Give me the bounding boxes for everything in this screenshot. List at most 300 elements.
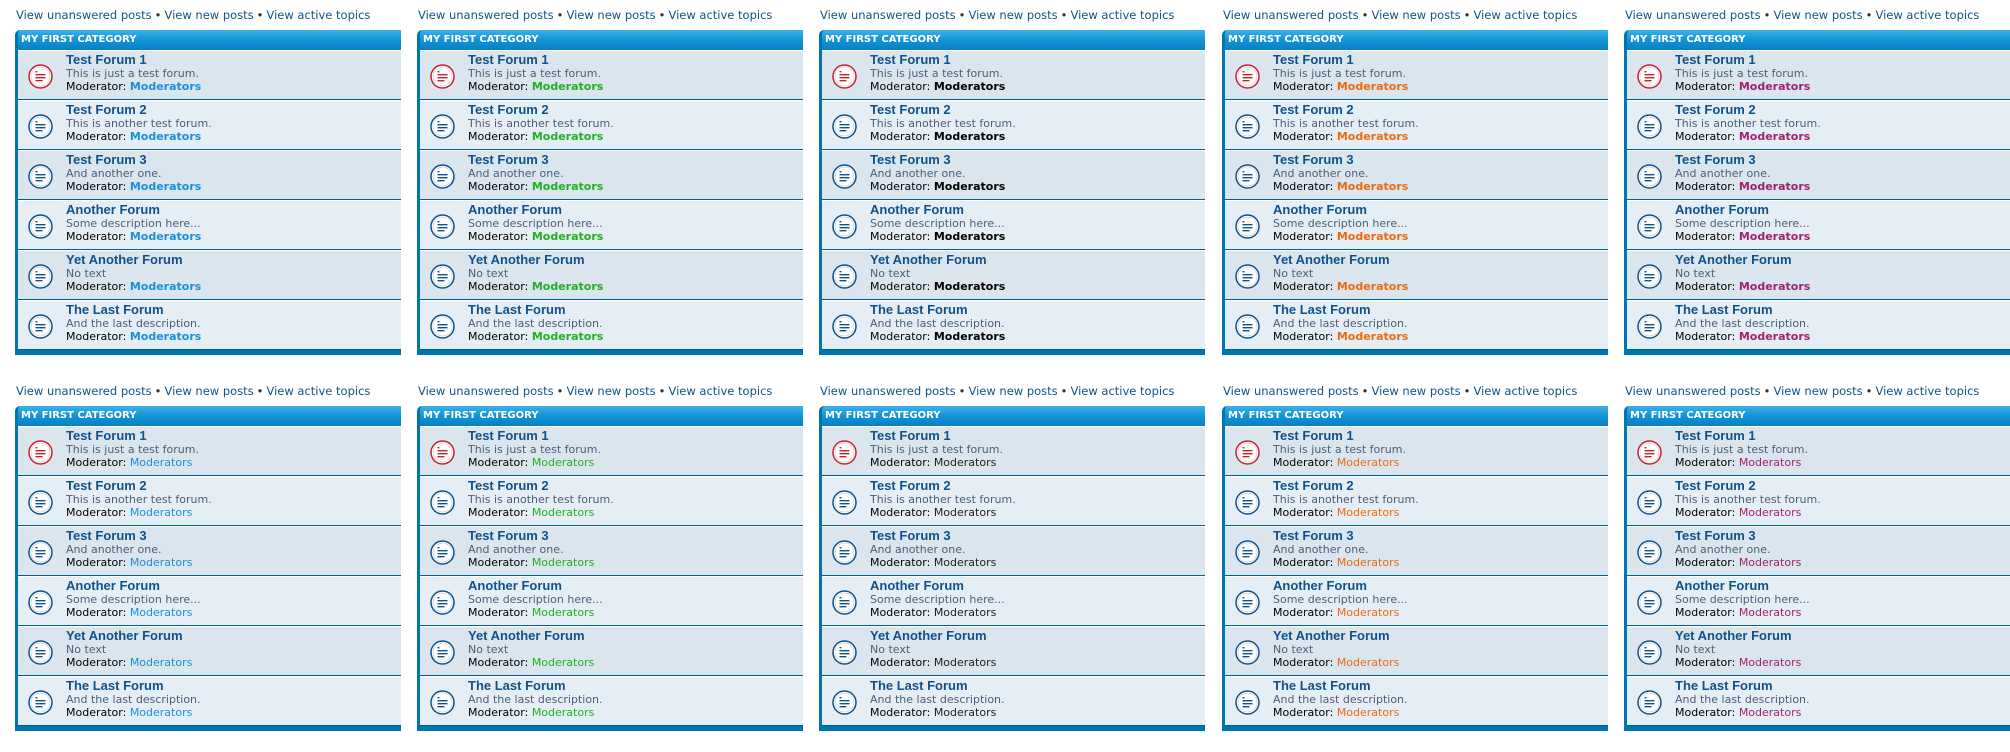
forum-title-link[interactable]: Another Forum xyxy=(870,202,964,217)
moderator-label: Moderator: xyxy=(870,230,931,243)
moderators-link[interactable]: Moderators xyxy=(531,556,595,569)
moderators-link[interactable]: Moderators xyxy=(531,80,604,93)
view-new-posts-link[interactable]: View new posts xyxy=(968,8,1058,22)
forum-title-link[interactable]: Test Forum 2 xyxy=(870,478,951,493)
forum-read-icon xyxy=(832,590,857,615)
moderator-label: Moderator: xyxy=(66,656,127,669)
forum-info xyxy=(1675,428,2008,469)
moderators-link[interactable]: Moderators xyxy=(1336,130,1409,143)
forum-row[interactable] xyxy=(822,476,1205,526)
moderators-link[interactable]: Moderators xyxy=(129,506,193,519)
view-unanswered-link[interactable]: View unanswered posts xyxy=(820,8,956,22)
forum-description: No text xyxy=(1675,643,1716,656)
forum-row[interactable] xyxy=(18,250,401,300)
forum-info xyxy=(1273,428,1606,469)
view-new-posts-link[interactable]: View new posts xyxy=(1773,8,1863,22)
category-box xyxy=(1222,406,1608,731)
link-separator: • xyxy=(1463,8,1471,22)
moderators-link[interactable]: Moderators xyxy=(129,656,193,669)
forum-row[interactable] xyxy=(420,50,803,100)
moderators-link[interactable]: Moderators xyxy=(1738,656,1802,669)
category-box xyxy=(417,406,803,731)
forum-title-link[interactable]: Test Forum 1 xyxy=(468,428,549,443)
view-new-posts-link[interactable]: View new posts xyxy=(164,8,254,22)
quick-links xyxy=(15,384,401,402)
moderators-link[interactable]: Moderators xyxy=(933,180,1006,193)
forum-info xyxy=(66,428,399,469)
forum-moderators xyxy=(1675,457,2008,469)
moderator-label: Moderator: xyxy=(468,80,529,93)
forum-info xyxy=(468,152,801,193)
forum-title-link[interactable]: Test Forum 1 xyxy=(1675,428,1756,443)
moderators-link[interactable]: Moderators xyxy=(129,80,202,93)
forum-row[interactable] xyxy=(18,576,401,626)
forum-row[interactable] xyxy=(18,676,401,726)
forum-title-link[interactable]: The Last Forum xyxy=(1675,302,1773,317)
forum-row[interactable] xyxy=(822,626,1205,676)
forum-title-link[interactable]: Test Forum 3 xyxy=(1273,528,1354,543)
view-active-topics-link[interactable]: View active topics xyxy=(266,384,371,398)
forum-title-link[interactable]: The Last Forum xyxy=(66,302,164,317)
view-unanswered-link[interactable]: View unanswered posts xyxy=(820,384,956,398)
moderators-link[interactable]: Moderators xyxy=(933,506,997,519)
forum-row[interactable] xyxy=(822,50,1205,100)
link-separator: • xyxy=(958,8,966,22)
moderators-link[interactable]: Moderators xyxy=(129,456,193,469)
view-unanswered-link[interactable]: View unanswered posts xyxy=(1223,8,1359,22)
link-separator: • xyxy=(1763,384,1771,398)
moderator-label: Moderator: xyxy=(468,556,529,569)
forum-title-link[interactable]: Test Forum 3 xyxy=(468,528,549,543)
forum-row[interactable] xyxy=(18,426,401,476)
forum-row[interactable] xyxy=(822,300,1205,350)
forum-title-link[interactable]: The Last Forum xyxy=(468,302,566,317)
category-box xyxy=(15,30,401,355)
forum-title-link[interactable]: Test Forum 2 xyxy=(468,478,549,493)
moderators-link[interactable]: Moderators xyxy=(1336,556,1400,569)
forum-title-link[interactable]: Yet Another Forum xyxy=(66,628,183,643)
forum-info xyxy=(66,528,399,569)
forum-row[interactable] xyxy=(18,150,401,200)
moderators-link[interactable]: Moderators xyxy=(129,706,193,719)
forum-description: No text xyxy=(870,643,911,656)
moderators-link[interactable]: Moderators xyxy=(1738,456,1802,469)
moderator-label: Moderator: xyxy=(1675,180,1736,193)
forum-title-link[interactable]: Test Forum 1 xyxy=(66,52,147,67)
forum-moderators xyxy=(468,507,801,519)
view-unanswered-link[interactable]: View unanswered posts xyxy=(16,384,152,398)
moderator-label: Moderator: xyxy=(468,706,529,719)
forum-info xyxy=(1273,302,1606,343)
forum-row[interactable] xyxy=(822,200,1205,250)
moderators-link[interactable]: Moderators xyxy=(1738,130,1811,143)
forum-row[interactable] xyxy=(1627,300,2010,350)
forum-moderators xyxy=(1675,507,2008,519)
moderators-link[interactable]: Moderators xyxy=(1336,456,1400,469)
forum-title-link[interactable]: Test Forum 3 xyxy=(870,152,951,167)
forum-row[interactable] xyxy=(18,50,401,100)
moderators-link[interactable]: Moderators xyxy=(1738,330,1811,343)
forum-moderators xyxy=(468,331,801,343)
forum-row[interactable] xyxy=(822,150,1205,200)
view-new-posts-link[interactable]: View new posts xyxy=(968,384,1058,398)
forum-description: Some description here... xyxy=(468,593,603,606)
forum-title-link[interactable]: Test Forum 1 xyxy=(870,52,951,67)
forum-row[interactable] xyxy=(1225,476,1608,526)
forum-moderators xyxy=(870,231,1203,243)
forum-row[interactable] xyxy=(18,476,401,526)
moderators-link[interactable]: Moderators xyxy=(129,230,202,243)
moderators-link[interactable]: Moderators xyxy=(531,606,595,619)
forum-title-link[interactable]: Test Forum 2 xyxy=(1273,478,1354,493)
forum-row[interactable] xyxy=(420,476,803,526)
moderators-link[interactable]: Moderators xyxy=(933,280,1006,293)
category-header[interactable]: MY FIRST CATEGORY xyxy=(1627,30,2010,50)
forum-title-link[interactable]: The Last Forum xyxy=(870,678,968,693)
forum-title-link[interactable]: Yet Another Forum xyxy=(1675,628,1792,643)
moderators-link[interactable]: Moderators xyxy=(933,456,997,469)
forum-title-link[interactable]: Yet Another Forum xyxy=(1675,252,1792,267)
forum-title-link[interactable]: Test Forum 1 xyxy=(1273,428,1354,443)
moderator-label: Moderator: xyxy=(870,80,931,93)
forum-info xyxy=(1675,252,2008,293)
forum-read-icon xyxy=(28,214,53,239)
forum-row[interactable] xyxy=(420,150,803,200)
forum-row[interactable] xyxy=(1627,150,2010,200)
forum-info xyxy=(870,152,1203,193)
forum-description: Some description here... xyxy=(468,217,603,230)
view-new-posts-link[interactable]: View new posts xyxy=(1371,384,1461,398)
forum-row[interactable] xyxy=(420,426,803,476)
forum-row[interactable] xyxy=(1627,50,2010,100)
moderators-link[interactable]: Moderators xyxy=(531,706,595,719)
forum-title-link[interactable]: Yet Another Forum xyxy=(870,252,987,267)
forum-read-icon xyxy=(430,540,455,565)
forum-title-link[interactable]: Test Forum 2 xyxy=(468,102,549,117)
forum-row[interactable] xyxy=(822,100,1205,150)
forum-row[interactable] xyxy=(1225,100,1608,150)
forum-row[interactable] xyxy=(1225,150,1608,200)
forum-info xyxy=(870,628,1203,669)
forum-panel xyxy=(1624,384,2010,731)
forum-row[interactable] xyxy=(1627,426,2010,476)
forum-title-link[interactable]: Test Forum 2 xyxy=(1675,102,1756,117)
forum-description: Some description here... xyxy=(1675,593,1810,606)
moderators-link[interactable]: Moderators xyxy=(129,130,202,143)
moderators-link[interactable]: Moderators xyxy=(531,656,595,669)
forum-read-icon xyxy=(1637,490,1662,515)
moderators-link[interactable]: Moderators xyxy=(933,706,997,719)
view-active-topics-link[interactable]: View active topics xyxy=(1875,384,1980,398)
moderator-label: Moderator: xyxy=(870,330,931,343)
moderators-link[interactable]: Moderators xyxy=(1336,80,1409,93)
moderators-link[interactable]: Moderators xyxy=(1738,506,1802,519)
forum-info xyxy=(66,678,399,719)
forum-description: This is another test forum. xyxy=(1675,117,1821,130)
forum-title-link[interactable]: Yet Another Forum xyxy=(1273,628,1390,643)
forum-title-link[interactable]: Another Forum xyxy=(870,578,964,593)
forum-row[interactable] xyxy=(1627,250,2010,300)
category-header[interactable]: MY FIRST CATEGORY xyxy=(1627,406,2010,426)
forum-row[interactable] xyxy=(18,300,401,350)
quick-links xyxy=(1222,384,1608,402)
moderator-label: Moderator: xyxy=(1273,80,1334,93)
forum-title-link[interactable]: Another Forum xyxy=(66,578,160,593)
view-active-topics-link[interactable]: View active topics xyxy=(668,384,773,398)
forum-row[interactable] xyxy=(1627,676,2010,726)
forum-row[interactable] xyxy=(822,250,1205,300)
forum-title-link[interactable]: Test Forum 3 xyxy=(468,152,549,167)
view-unanswered-link[interactable]: View unanswered posts xyxy=(16,8,152,22)
moderators-link[interactable]: Moderators xyxy=(933,80,1006,93)
view-active-topics-link[interactable]: View active topics xyxy=(1875,8,1980,22)
view-unanswered-link[interactable]: View unanswered posts xyxy=(1625,8,1761,22)
forum-title-link[interactable]: The Last Forum xyxy=(1675,678,1773,693)
forum-row[interactable] xyxy=(420,250,803,300)
moderators-link[interactable]: Moderators xyxy=(531,130,604,143)
view-new-posts-link[interactable]: View new posts xyxy=(1371,8,1461,22)
forum-title-link[interactable]: The Last Forum xyxy=(870,302,968,317)
forum-info xyxy=(1273,578,1606,619)
forum-row[interactable] xyxy=(18,626,401,676)
moderators-link[interactable]: Moderators xyxy=(129,330,202,343)
forum-row[interactable] xyxy=(420,526,803,576)
view-new-posts-link[interactable]: View new posts xyxy=(566,384,656,398)
forum-title-link[interactable]: Yet Another Forum xyxy=(1273,252,1390,267)
category-header[interactable]: MY FIRST CATEGORY xyxy=(420,406,803,426)
forum-row[interactable] xyxy=(18,200,401,250)
forum-row[interactable] xyxy=(18,100,401,150)
moderators-link[interactable]: Moderators xyxy=(1738,556,1802,569)
forum-row[interactable] xyxy=(1225,426,1608,476)
category-header[interactable]: MY FIRST CATEGORY xyxy=(822,406,1205,426)
forum-title-link[interactable]: Test Forum 2 xyxy=(66,478,147,493)
forum-info xyxy=(468,678,801,719)
forum-title-link[interactable]: Test Forum 2 xyxy=(870,102,951,117)
forum-title-link[interactable]: Test Forum 3 xyxy=(1675,152,1756,167)
forum-title-link[interactable]: Yet Another Forum xyxy=(66,252,183,267)
moderators-link[interactable]: Moderators xyxy=(1738,706,1802,719)
view-new-posts-link[interactable]: View new posts xyxy=(566,8,656,22)
forum-read-icon xyxy=(28,640,53,665)
moderators-link[interactable]: Moderators xyxy=(933,130,1006,143)
forum-title-link[interactable]: Another Forum xyxy=(66,202,160,217)
moderators-link[interactable]: Moderators xyxy=(933,230,1006,243)
forum-title-link[interactable]: Another Forum xyxy=(1675,202,1769,217)
forum-description: This is another test forum. xyxy=(66,117,212,130)
forum-row[interactable] xyxy=(822,526,1205,576)
forum-title-link[interactable]: Yet Another Forum xyxy=(870,628,987,643)
moderators-link[interactable]: Moderators xyxy=(1336,230,1409,243)
category-header[interactable]: MY FIRST CATEGORY xyxy=(1225,406,1608,426)
moderators-link[interactable]: Moderators xyxy=(933,556,997,569)
forum-info xyxy=(1273,478,1606,519)
category-header[interactable]: MY FIRST CATEGORY xyxy=(420,30,803,50)
category-header[interactable]: MY FIRST CATEGORY xyxy=(1225,30,1608,50)
moderators-link[interactable]: Moderators xyxy=(1738,230,1811,243)
forum-title-link[interactable]: Test Forum 1 xyxy=(1675,52,1756,67)
forum-info xyxy=(870,252,1203,293)
view-active-topics-link[interactable]: View active topics xyxy=(1473,8,1578,22)
forum-title-link[interactable]: Another Forum xyxy=(468,202,562,217)
forum-row[interactable] xyxy=(1627,576,2010,626)
forum-description: This is just a test forum. xyxy=(1675,443,1808,456)
moderators-link[interactable]: Moderators xyxy=(933,330,1006,343)
moderators-link[interactable]: Moderators xyxy=(1738,606,1802,619)
moderators-link[interactable]: Moderators xyxy=(531,330,604,343)
forum-description: Some description here... xyxy=(1273,593,1408,606)
forum-row[interactable] xyxy=(1225,526,1608,576)
forum-title-link[interactable]: Test Forum 1 xyxy=(1273,52,1354,67)
forum-moderators xyxy=(66,131,399,143)
forum-read-icon xyxy=(832,114,857,139)
link-separator: • xyxy=(1865,8,1873,22)
forum-row[interactable] xyxy=(420,676,803,726)
forum-title-link[interactable]: The Last Forum xyxy=(468,678,566,693)
moderators-link[interactable]: Moderators xyxy=(933,606,997,619)
forum-row[interactable] xyxy=(420,626,803,676)
forum-row[interactable] xyxy=(420,300,803,350)
forum-row[interactable] xyxy=(1225,676,1608,726)
view-unanswered-link[interactable]: View unanswered posts xyxy=(1223,384,1359,398)
forum-title-link[interactable]: Test Forum 3 xyxy=(1675,528,1756,543)
view-active-topics-link[interactable]: View active topics xyxy=(1473,384,1578,398)
moderator-label: Moderator: xyxy=(870,656,931,669)
category-header[interactable]: MY FIRST CATEGORY xyxy=(18,30,401,50)
forum-title-link[interactable]: The Last Forum xyxy=(1273,678,1371,693)
forum-unread-icon xyxy=(1637,440,1662,465)
forum-row[interactable] xyxy=(420,100,803,150)
moderators-link[interactable]: Moderators xyxy=(531,280,604,293)
forum-title-link[interactable]: Another Forum xyxy=(1273,202,1367,217)
forum-title-link[interactable]: Another Forum xyxy=(468,578,562,593)
forum-title-link[interactable]: Test Forum 3 xyxy=(1273,152,1354,167)
view-unanswered-link[interactable]: View unanswered posts xyxy=(418,384,554,398)
forum-row[interactable] xyxy=(822,676,1205,726)
forum-row[interactable] xyxy=(1225,50,1608,100)
forum-title-link[interactable]: The Last Forum xyxy=(66,678,164,693)
forum-row[interactable] xyxy=(1225,200,1608,250)
forum-title-link[interactable]: Test Forum 3 xyxy=(870,528,951,543)
forum-row[interactable] xyxy=(1627,526,2010,576)
forum-description: And another one. xyxy=(1273,167,1369,180)
forum-row[interactable] xyxy=(420,576,803,626)
moderators-link[interactable]: Moderators xyxy=(1738,80,1811,93)
forum-row[interactable] xyxy=(1225,300,1608,350)
forum-title-link[interactable]: Another Forum xyxy=(1273,578,1367,593)
forum-read-icon xyxy=(28,490,53,515)
view-active-topics-link[interactable]: View active topics xyxy=(266,8,371,22)
quick-links xyxy=(819,384,1205,402)
forum-read-icon xyxy=(28,114,53,139)
moderators-link[interactable]: Moderators xyxy=(531,506,595,519)
forum-row[interactable] xyxy=(822,426,1205,476)
moderators-link[interactable]: Moderators xyxy=(1336,656,1400,669)
forum-read-icon xyxy=(1235,164,1260,189)
forum-moderators xyxy=(66,657,399,669)
moderators-link[interactable]: Moderators xyxy=(1738,280,1811,293)
forum-info xyxy=(1675,478,2008,519)
moderator-label: Moderator: xyxy=(1273,280,1334,293)
view-active-topics-link[interactable]: View active topics xyxy=(668,8,773,22)
link-separator: • xyxy=(1060,8,1068,22)
moderators-link[interactable]: Moderators xyxy=(933,656,997,669)
forum-title-link[interactable]: Yet Another Forum xyxy=(468,252,585,267)
forum-title-link[interactable]: Test Forum 3 xyxy=(66,152,147,167)
view-unanswered-link[interactable]: View unanswered posts xyxy=(418,8,554,22)
moderators-link[interactable]: Moderators xyxy=(129,280,202,293)
moderators-link[interactable]: Moderators xyxy=(1336,280,1409,293)
moderators-link[interactable]: Moderators xyxy=(531,180,604,193)
moderators-link[interactable]: Moderators xyxy=(531,456,595,469)
forum-title-link[interactable]: Another Forum xyxy=(1675,578,1769,593)
forum-title-link[interactable]: Test Forum 3 xyxy=(66,528,147,543)
moderators-link[interactable]: Moderators xyxy=(531,230,604,243)
forum-row[interactable] xyxy=(822,576,1205,626)
forum-row[interactable] xyxy=(18,526,401,576)
moderators-link[interactable]: Moderators xyxy=(1738,180,1811,193)
forum-moderators xyxy=(1675,557,2008,569)
forum-title-link[interactable]: Test Forum 1 xyxy=(66,428,147,443)
forum-title-link[interactable]: Test Forum 1 xyxy=(468,52,549,67)
forum-read-icon xyxy=(1637,540,1662,565)
forum-row[interactable] xyxy=(1627,626,2010,676)
view-active-topics-link[interactable]: View active topics xyxy=(1070,8,1175,22)
moderator-label: Moderator: xyxy=(1675,506,1736,519)
forum-read-icon xyxy=(28,314,53,339)
moderators-link[interactable]: Moderators xyxy=(1336,180,1409,193)
forum-title-link[interactable]: The Last Forum xyxy=(1273,302,1371,317)
moderator-label: Moderator: xyxy=(870,280,931,293)
category-header[interactable]: MY FIRST CATEGORY xyxy=(18,406,401,426)
moderators-link[interactable]: Moderators xyxy=(1336,606,1400,619)
forum-row[interactable] xyxy=(1627,200,2010,250)
forum-title-link[interactable]: Test Forum 2 xyxy=(1675,478,1756,493)
moderators-link[interactable]: Moderators xyxy=(129,180,202,193)
moderators-link[interactable]: Moderators xyxy=(1336,506,1400,519)
forum-title-link[interactable]: Test Forum 1 xyxy=(870,428,951,443)
forum-row[interactable] xyxy=(1627,100,2010,150)
category-header[interactable]: MY FIRST CATEGORY xyxy=(822,30,1205,50)
moderators-link[interactable]: Moderators xyxy=(129,556,193,569)
forum-row[interactable] xyxy=(1225,576,1608,626)
view-active-topics-link[interactable]: View active topics xyxy=(1070,384,1175,398)
quick-links xyxy=(15,8,401,26)
forum-read-icon xyxy=(1637,214,1662,239)
forum-description: And another one. xyxy=(870,167,966,180)
forum-info xyxy=(468,628,801,669)
view-new-posts-link[interactable]: View new posts xyxy=(164,384,254,398)
forum-row[interactable] xyxy=(1225,626,1608,676)
forum-info xyxy=(468,578,801,619)
forum-title-link[interactable]: Yet Another Forum xyxy=(468,628,585,643)
moderators-link[interactable]: Moderators xyxy=(129,606,193,619)
category-box xyxy=(417,30,803,355)
forum-title-link[interactable]: Test Forum 2 xyxy=(66,102,147,117)
moderators-link[interactable]: Moderators xyxy=(1336,330,1409,343)
forum-title-link[interactable]: Test Forum 2 xyxy=(1273,102,1354,117)
forum-row[interactable] xyxy=(1225,250,1608,300)
forum-row[interactable] xyxy=(1627,476,2010,526)
forum-description: And another one. xyxy=(1273,543,1369,556)
forum-description: Some description here... xyxy=(1273,217,1408,230)
moderators-link[interactable]: Moderators xyxy=(1336,706,1400,719)
view-new-posts-link[interactable]: View new posts xyxy=(1773,384,1863,398)
forum-info xyxy=(468,52,801,93)
forum-unread-icon xyxy=(1235,64,1260,89)
view-unanswered-link[interactable]: View unanswered posts xyxy=(1625,384,1761,398)
forum-row[interactable] xyxy=(420,200,803,250)
